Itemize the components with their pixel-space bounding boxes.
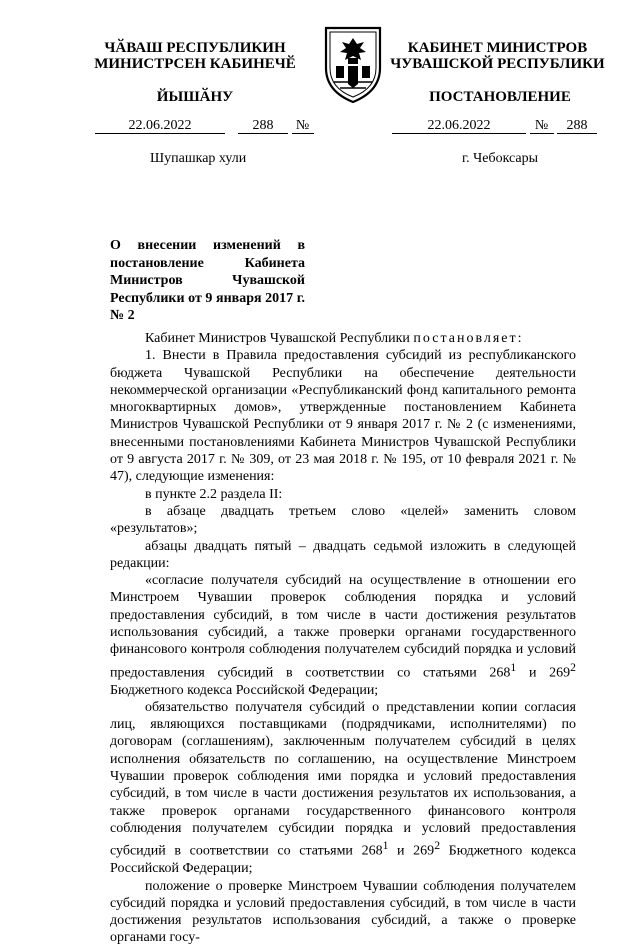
p6-part-c: Бюджетного кодекса Российской Федерации; [110,843,576,877]
date-right: 22.06.2022 [392,118,526,134]
header-right-line1: КАБИНЕТ МИНИСТРОВ [407,40,588,56]
city-chuvash: Шупашкар хули [150,151,247,166]
p5-sup-2: 2 [570,660,576,674]
number-right: 288 [557,118,597,134]
doc-type-russian: ПОСТАНОВЛЕНИЕ [429,89,571,105]
num-sign-left: № [292,118,314,134]
p6-sup-1: 1 [382,839,389,853]
paragraph-4: абзацы двадцать пятый – двадцать седьмой изложить в следующей редакции: [110,538,576,571]
p5-part-b: и 269 [516,665,571,681]
p5-part-c: Бюджетного кодекса Российской Федерации; [110,682,379,698]
header-right-line2: ЧУВАШСКОЙ РЕСПУБЛИКИ [390,56,605,72]
header-left-line1: ЧӐВАШ РЕСПУБЛИКИН [104,40,286,56]
ministry-name-chuvash [80,40,310,72]
paragraph-1: 1. Внести в Правила предоставления субсидий из республиканского бюджета Чувашской Республики на обеспечение деятельности некоммерческой организации «Республиканский фонд капитального ремонта многоквартирных домов», утвержденные постановлением Кабинета Министров Чувашской Республики от 9 января 2017 г. № 2 (с изменениями, внесенными постановлениями Кабинета Министров Чувашской Республики от 9 августа 2017 г. № 309, от 23 мая 2018 г. № 195, от 10 февраля 2021 г. № 47), следующие изменения: [110,348,576,485]
number-left: 288 [238,118,288,134]
paragraph-6 [110,699,576,878]
doc-date-number-right [392,118,597,134]
p5-part-a: «согласие получателя субсидий на осуществление в отношении его Минстроем Чувашии проверок соблюдения порядка и условий предоставления субсидий, в том числе в части достижения результатов использования субсидий, а также проверки органами государственного финансового контроля соблюдения получателем субсидий порядка и условий предоставления субсидий в соответствии со статьями 268 [110,573,576,681]
header-left-line2: МИНИСТРСЕН КАБИНЕЧӖ [94,56,296,72]
intro-start: Кабинет Министров Чувашской Республики [145,331,410,346]
doc-type-chuvash: ЙЫШӐНУ [156,89,234,105]
date-left: 22.06.2022 [95,118,225,134]
paragraph-5 [110,572,576,699]
doc-date-number-left [95,118,314,134]
num-sign-right: № [530,118,554,134]
paragraph-3: в абзаце двадцать третьем слово «целей» заменить словом «результатов»; [110,503,576,537]
p5-sup-1: 1 [510,660,517,674]
intro-verb: постановляет: [413,331,524,346]
paragraph-7: положение о проверке Минстроем Чувашии соблюдения получателем субсидий порядка и условий предоставления субсидий, в том числе в части достижения результатов использования субсидий, а также о проверке органами госу- [110,878,576,946]
p6-part-b: и 269 [388,843,435,859]
city-russian: г. Чебоксары [462,151,539,166]
p6-sup-2: 2 [434,839,441,853]
document-body [110,330,576,947]
ministry-name-russian [380,40,615,72]
intro-paragraph [110,330,576,347]
paragraph-2: в пункте 2.2 раздела II: [145,486,283,502]
document-subject: О внесении изменений в постановление Кабинета Министров Чувашской Республики от 9 января 2017 г. № 2 [110,238,305,323]
coat-of-arms-icon [318,22,388,104]
p6-part-a: обязательство получателя субсидий о представлении копии согласия лиц, являющихся поставщиками (подрядчиками, исполнителями) по договорам (соглашениям), заключенным получателем субсидий в целях исполнения обязательств по соглашению, на осуществление Минстроем Чувашии проверок соблюдения ими порядка и условий предоставления субсидий, в том числе в части достижения результатов их использования, а также проверок органами государственного финансового контроля соблюдения получателем субсидии порядка и условий предоставления субсидий в соответствии со статьями 268 [110,699,576,859]
